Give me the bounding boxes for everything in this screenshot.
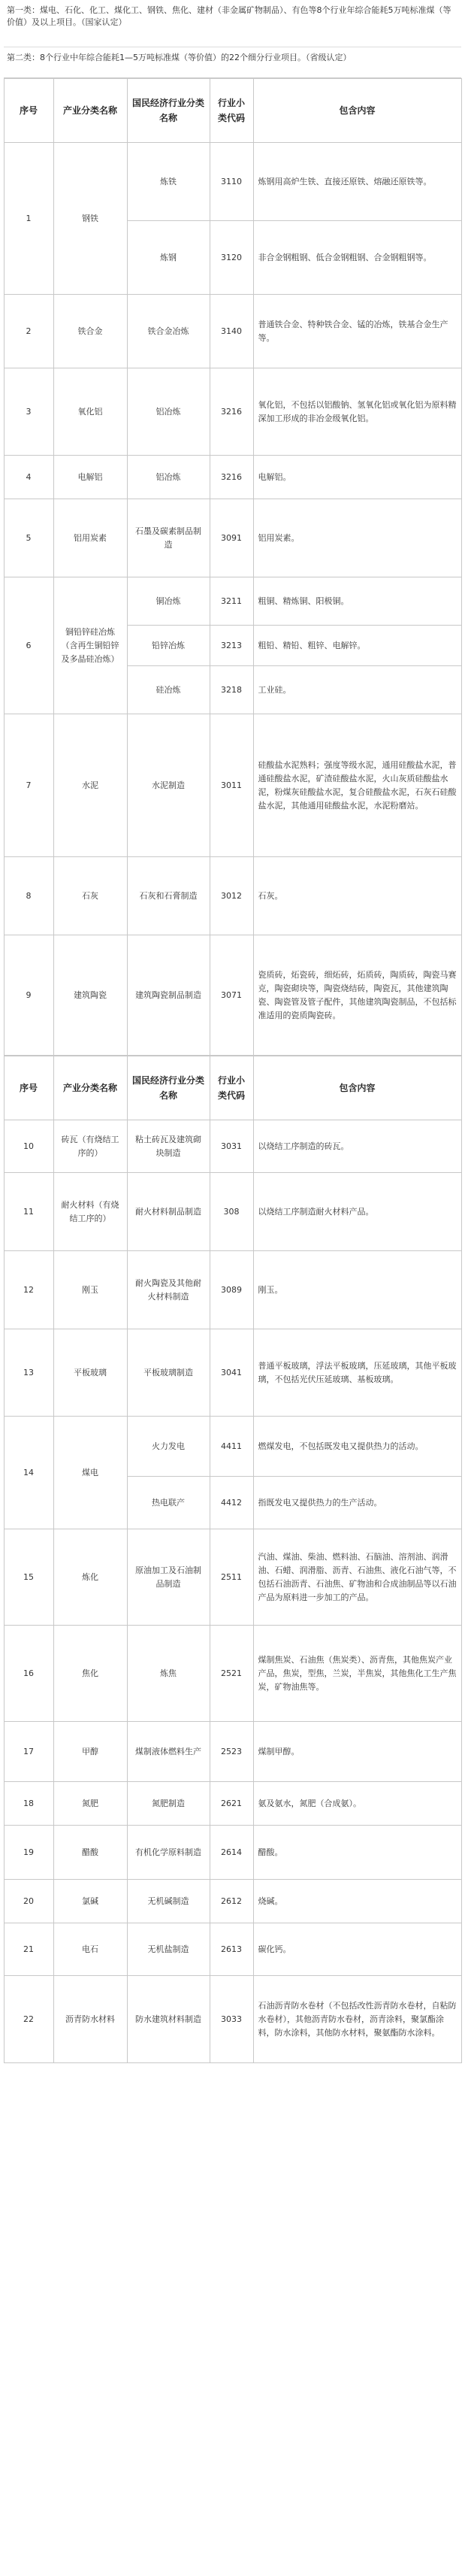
row-seq: 6 xyxy=(4,577,53,714)
row-code: 3041 xyxy=(210,1329,253,1417)
row-seq: 22 xyxy=(4,1976,53,2063)
row-industry: 醋酸 xyxy=(53,1826,127,1880)
row-code: 2521 xyxy=(210,1626,253,1722)
row-seq: 5 xyxy=(4,499,53,577)
row-industry: 氮肥 xyxy=(53,1782,127,1826)
row-national-category: 氮肥制造 xyxy=(127,1782,210,1826)
table-row xyxy=(4,1880,461,1923)
row-national-category: 石墨及碳素制品制造 xyxy=(127,499,210,577)
row-content: 氨及氨水，氮肥（合成氨）。 xyxy=(253,1782,461,1826)
row-industry: 炼化 xyxy=(53,1529,127,1626)
table-row xyxy=(4,1173,461,1251)
row-content: 燃煤发电，不包括既发电又提供热力的活动。 xyxy=(253,1417,461,1477)
row-industry: 铝用炭素 xyxy=(53,499,127,577)
row-national-category: 平板玻璃制造 xyxy=(127,1329,210,1417)
row-code: 2612 xyxy=(210,1880,253,1923)
row-content: 煤制甲醇。 xyxy=(253,1722,461,1782)
row-national-category: 防水建筑材料制造 xyxy=(127,1976,210,2063)
row-national-category: 炼铁 xyxy=(127,143,210,221)
row-code: 3091 xyxy=(210,499,253,577)
row-content: 炼钢用高炉生铁、直接还原铁、熔融还原铁等。 xyxy=(253,143,461,221)
row-national-category: 炼钢 xyxy=(127,221,210,295)
row-industry: 煤电 xyxy=(53,1417,127,1529)
table-row xyxy=(4,1529,461,1626)
row-national-category: 煤制液体燃料生产 xyxy=(127,1722,210,1782)
table-row xyxy=(4,499,461,577)
row-code: 3033 xyxy=(210,1976,253,2063)
row-seq: 11 xyxy=(4,1173,53,1251)
row-industry: 电解铝 xyxy=(53,456,127,499)
row-seq: 19 xyxy=(4,1826,53,1880)
row-national-category: 铜冶炼 xyxy=(127,577,210,626)
row-national-category: 耐火陶瓷及其他耐火材料制造 xyxy=(127,1251,210,1329)
row-national-category: 无机碱制造 xyxy=(127,1880,210,1923)
row-code: 2614 xyxy=(210,1826,253,1880)
row-seq: 15 xyxy=(4,1529,53,1626)
row-seq: 4 xyxy=(4,456,53,499)
row-content: 工业硅。 xyxy=(253,666,461,714)
row-national-category: 石灰和石膏制造 xyxy=(127,857,210,935)
row-national-category: 水泥制造 xyxy=(127,714,210,857)
row-industry: 砖瓦（有烧结工序的） xyxy=(53,1120,127,1173)
header-code: 行业小类代码 xyxy=(210,79,253,143)
row-content: 汽油、煤油、柴油、燃料油、石脑油、溶剂油、润滑油、石蜡、润滑脂、沥青、石油焦、液化石油气等，不包括石油沥青、石油焦、矿物油和合成油制品等以石油产品为原料进一步加工的产品。 xyxy=(253,1529,461,1626)
table-row xyxy=(4,1923,461,1976)
row-seq: 17 xyxy=(4,1722,53,1782)
row-code: 2621 xyxy=(210,1782,253,1826)
table-row xyxy=(4,1251,461,1329)
table-row xyxy=(4,1417,461,1477)
row-content: 普通铁合金、特种铁合金、锰的冶炼，铁基合金生产等。 xyxy=(253,295,461,368)
row-industry: 铜铅锌硅冶炼（含再生铜铅锌及多晶硅冶炼） xyxy=(53,577,127,714)
row-code: 3110 xyxy=(210,143,253,221)
row-seq: 16 xyxy=(4,1626,53,1722)
industry-table-part-one xyxy=(4,78,462,1056)
header-industry: 产业分类名称 xyxy=(53,1056,127,1120)
row-content: 普通平板玻璃，浮法平板玻璃，压延玻璃，其他平板玻璃，不包括光伏压延玻璃、基板玻璃。 xyxy=(253,1329,461,1417)
row-content: 碳化钙。 xyxy=(253,1923,461,1976)
row-industry: 氯碱 xyxy=(53,1880,127,1923)
row-national-category: 建筑陶瓷制品制造 xyxy=(127,935,210,1056)
row-seq: 1 xyxy=(4,143,53,295)
row-industry: 刚玉 xyxy=(53,1251,127,1329)
table-row xyxy=(4,714,461,857)
row-content: 煤制焦炭、石油焦（焦炭类）、沥青焦，其他焦炭产业产品，焦炭，型焦，兰炭，半焦炭，其他焦化工生产焦炭，矿物油焦等。 xyxy=(253,1626,461,1722)
row-national-category: 耐火材料制品制造 xyxy=(127,1173,210,1251)
industry-table-part-two xyxy=(4,1056,462,2063)
table-row xyxy=(4,143,461,221)
row-industry: 焦化 xyxy=(53,1626,127,1722)
table-row xyxy=(4,1976,461,2063)
row-code: 3211 xyxy=(210,577,253,626)
row-industry: 铁合金 xyxy=(53,295,127,368)
table-row xyxy=(4,1782,461,1826)
row-content: 铝用炭素。 xyxy=(253,499,461,577)
row-code: 4411 xyxy=(210,1417,253,1477)
row-content: 瓷质砖，炻瓷砖，细炻砖，炻质砖，陶质砖，陶瓷马赛克，陶瓷砌块等，陶瓷烧结砖，陶瓷瓦，其他建筑陶瓷、陶瓷管及管子配件，其他建筑陶瓷制品，不包括标准适用的瓷质陶瓷砖。 xyxy=(253,935,461,1056)
row-content: 电解铝。 xyxy=(253,456,461,499)
row-national-category: 火力发电 xyxy=(127,1417,210,1477)
table-row xyxy=(4,1626,461,1722)
row-code: 3120 xyxy=(210,221,253,295)
row-seq: 20 xyxy=(4,1880,53,1923)
row-national-category: 无机盐制造 xyxy=(127,1923,210,1976)
row-industry: 氧化铝 xyxy=(53,368,127,456)
header-content: 包含内容 xyxy=(253,79,461,143)
table-row xyxy=(4,577,461,626)
intro-section xyxy=(4,0,461,78)
table-row xyxy=(4,1120,461,1173)
table-header-row xyxy=(4,1056,461,1120)
header-industry: 产业分类名称 xyxy=(53,79,127,143)
row-code: 3213 xyxy=(210,626,253,666)
row-code: 2511 xyxy=(210,1529,253,1626)
table-row xyxy=(4,935,461,1056)
row-industry: 耐火材料（有烧结工序的） xyxy=(53,1173,127,1251)
row-seq: 8 xyxy=(4,857,53,935)
header-code: 行业小类代码 xyxy=(210,1056,253,1120)
row-national-category: 炼焦 xyxy=(127,1626,210,1722)
row-code: 2613 xyxy=(210,1923,253,1976)
header-national: 国民经济行业分类名称 xyxy=(127,1056,210,1120)
table-row xyxy=(4,1826,461,1880)
header-national: 国民经济行业分类名称 xyxy=(127,79,210,143)
row-code: 3216 xyxy=(210,456,253,499)
table-row xyxy=(4,456,461,499)
row-national-category: 铁合金冶炼 xyxy=(127,295,210,368)
row-seq: 9 xyxy=(4,935,53,1056)
table-body-two xyxy=(4,1056,461,2063)
table-row xyxy=(4,368,461,456)
row-national-category: 铝冶炼 xyxy=(127,368,210,456)
row-industry: 建筑陶瓷 xyxy=(53,935,127,1056)
header-content: 包含内容 xyxy=(253,1056,461,1120)
row-seq: 3 xyxy=(4,368,53,456)
row-national-category: 粘土砖瓦及建筑砌块制造 xyxy=(127,1120,210,1173)
row-national-category: 有机化学原料制造 xyxy=(127,1826,210,1880)
row-content: 硅酸盐水泥熟料；强度等级水泥，通用硅酸盐水泥，普通硅酸盐水泥，矿渣硅酸盐水泥，火山灰质硅酸盐水泥，粉煤灰硅酸盐水泥，复合硅酸盐水泥，石灰石硅酸盐水泥，其他通用硅酸盐水泥，水泥粉磨站。 xyxy=(253,714,461,857)
row-industry: 电石 xyxy=(53,1923,127,1976)
row-content: 石油沥青防水卷材（不包括改性沥青防水卷材，自粘防水卷材），其他沥青防水卷材，沥青涂料，聚氯酯涂料，防水涂料，其他防水材料，聚氨酯防水涂料。 xyxy=(253,1976,461,2063)
table-header-row xyxy=(4,79,461,143)
row-content: 石灰。 xyxy=(253,857,461,935)
row-code: 3071 xyxy=(210,935,253,1056)
row-industry: 平板玻璃 xyxy=(53,1329,127,1417)
intro-category-one: 第一类：煤电、石化、化工、煤化工、钢铁、焦化、建材（非金属矿物制品）、有色等8个行业年综合能耗5万吨标准煤（等价值）及以上项目。（国家认定） xyxy=(4,0,461,47)
row-seq: 18 xyxy=(4,1782,53,1826)
row-code: 308 xyxy=(210,1173,253,1251)
row-industry: 水泥 xyxy=(53,714,127,857)
row-industry: 石灰 xyxy=(53,857,127,935)
row-industry: 甲醇 xyxy=(53,1722,127,1782)
table-row xyxy=(4,1722,461,1782)
row-national-category: 铅锌冶炼 xyxy=(127,626,210,666)
row-national-category: 热电联产 xyxy=(127,1477,210,1529)
row-code: 2523 xyxy=(210,1722,253,1782)
table-row xyxy=(4,295,461,368)
row-seq: 21 xyxy=(4,1923,53,1976)
row-code: 3011 xyxy=(210,714,253,857)
row-content: 刚玉。 xyxy=(253,1251,461,1329)
row-code: 3218 xyxy=(210,666,253,714)
header-seq: 序号 xyxy=(4,1056,53,1120)
row-code: 3031 xyxy=(210,1120,253,1173)
row-content: 非合金钢粗钢、低合金钢粗钢、合金钢粗钢等。 xyxy=(253,221,461,295)
row-content: 烧碱。 xyxy=(253,1880,461,1923)
row-content: 以烧结工序制造耐火材料产品。 xyxy=(253,1173,461,1251)
row-industry: 钢铁 xyxy=(53,143,127,295)
header-seq: 序号 xyxy=(4,79,53,143)
row-national-category: 原油加工及石油制品制造 xyxy=(127,1529,210,1626)
row-industry: 沥青防水材料 xyxy=(53,1976,127,2063)
row-code: 3216 xyxy=(210,368,253,456)
row-seq: 7 xyxy=(4,714,53,857)
row-content: 醋酸。 xyxy=(253,1826,461,1880)
row-seq: 13 xyxy=(4,1329,53,1417)
row-content: 粗铅、精铅、粗锌、电解锌。 xyxy=(253,626,461,666)
table-body-one xyxy=(4,79,461,1056)
table-row xyxy=(4,857,461,935)
row-national-category: 硅冶炼 xyxy=(127,666,210,714)
intro-category-two: 第二类：8个行业中年综合能耗1—5万吨标准煤（等价值）的22个细分行业项目。（省级认定） xyxy=(4,47,461,78)
row-content: 粗铜、精炼铜、阳极铜。 xyxy=(253,577,461,626)
row-code: 3089 xyxy=(210,1251,253,1329)
row-code: 4412 xyxy=(210,1477,253,1529)
row-seq: 12 xyxy=(4,1251,53,1329)
row-content: 以烧结工序制造的砖瓦。 xyxy=(253,1120,461,1173)
row-seq: 10 xyxy=(4,1120,53,1173)
row-content: 指既发电又提供热力的生产活动。 xyxy=(253,1477,461,1529)
row-code: 3012 xyxy=(210,857,253,935)
table-row xyxy=(4,1329,461,1417)
row-code: 3140 xyxy=(210,295,253,368)
row-seq: 14 xyxy=(4,1417,53,1529)
row-national-category: 铝冶炼 xyxy=(127,456,210,499)
row-content: 氧化铝，不包括以铝酸钠、氢氧化铝或氧化铝为原料精深加工形成的非冶金级氧化铝。 xyxy=(253,368,461,456)
row-seq: 2 xyxy=(4,295,53,368)
